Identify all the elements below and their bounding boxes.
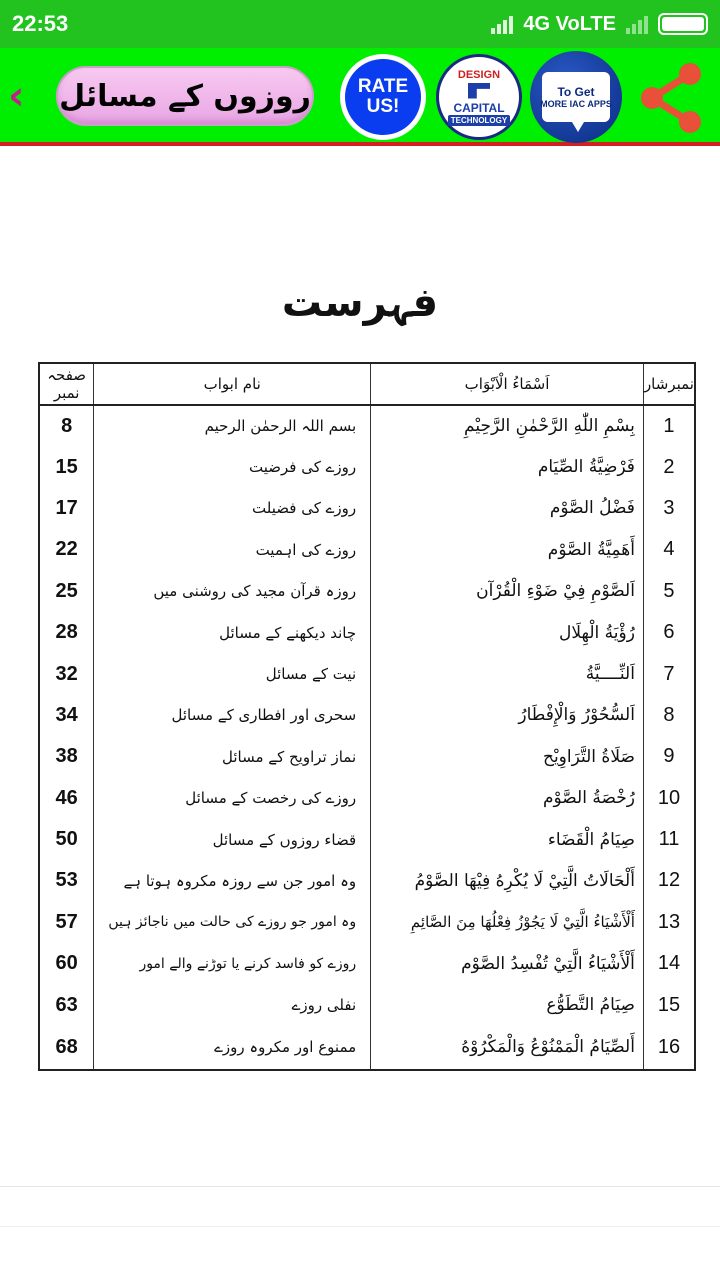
battery-fill (662, 17, 704, 31)
serial-number: 13 (643, 902, 695, 943)
chapter-arabic: صِيَامُ التَّطَوُّع (371, 984, 644, 1025)
table-body (39, 405, 695, 1070)
table-row[interactable] (39, 571, 695, 612)
chapter-arabic: رُؤْيَةُ الْهِلَال (371, 612, 644, 653)
table-row[interactable] (39, 695, 695, 736)
network-label: 4G VoLTE (523, 12, 616, 35)
chapter-arabic: صَلَاةُ التَّرَاوِيْح (371, 736, 644, 777)
header-arabic: اَسْمَاءُ الْاَبْوَاب (371, 363, 644, 405)
serial-number: 3 (643, 488, 695, 529)
header-page: صفحہ نمبر (39, 363, 94, 405)
app-bar (0, 48, 720, 146)
technology-label: TECHNOLOGY (448, 115, 510, 126)
chapter-arabic: فَضْلُ الصَّوْم (371, 488, 644, 529)
page-number: 22 (39, 529, 94, 570)
us-label: US! (366, 96, 400, 117)
serial-number: 6 (643, 612, 695, 653)
chapter-arabic: فَرْضِيَّةُ الصِّيَام (371, 446, 644, 487)
chapter-urdu: نیت کے مسائل (94, 653, 371, 694)
serial-number: 14 (643, 943, 695, 984)
page-number: 17 (39, 488, 94, 529)
page-number: 28 (39, 612, 94, 653)
chapter-arabic: أَهَمِيَّةُ الصَّوْم (371, 529, 644, 570)
page-number: 34 (39, 695, 94, 736)
serial-number: 11 (643, 819, 695, 860)
status-indicators (491, 13, 708, 36)
page-number: 63 (39, 984, 94, 1025)
serial-number: 5 (643, 571, 695, 612)
divider (0, 1226, 720, 1227)
chapter-urdu: ممنوع اور مکروہ روزے (94, 1026, 371, 1070)
table-row[interactable] (39, 860, 695, 901)
rate-us-badge (345, 59, 421, 135)
chapter-arabic: صِيَامُ الْقَضَاء (371, 819, 644, 860)
chapter-urdu: قضاء روزوں کے مسائل (94, 819, 371, 860)
chapter-urdu: وہ امور جو روزے کی حالت میں ناجائز ہیں (94, 902, 371, 943)
page-number: 32 (39, 653, 94, 694)
chapter-urdu: سحری اور افطاری کے مسائل (94, 695, 371, 736)
page-number: 25 (39, 571, 94, 612)
page-number: 38 (39, 736, 94, 777)
chapter-urdu: وہ امور جن سے روزہ مکروہ ہوتا ہے (94, 860, 371, 901)
chapter-urdu: روزے کو فاسد کرنے یا توڑنے والے امور (94, 943, 371, 984)
chapter-urdu: نماز تراویح کے مسائل (94, 736, 371, 777)
more-apps-button[interactable] (530, 51, 622, 143)
content-page[interactable] (0, 150, 720, 1280)
page-number: 68 (39, 1026, 94, 1070)
chapter-arabic: أَلصِّيَامُ الْمَمْنُوْعُ وَالْمَكْرُوْهُ (371, 1026, 644, 1070)
page-number: 60 (39, 943, 94, 984)
table-of-contents (38, 362, 696, 1071)
serial-number: 10 (643, 778, 695, 819)
chapter-arabic: رُخْصَةُ الصَّوْم (371, 778, 644, 819)
app-title: روزوں کے مسائل (59, 78, 311, 114)
chevron-left-icon[interactable]: ‹ (8, 73, 25, 119)
chapter-urdu: بسم اللہ الرحمٰن الرحیم (94, 405, 371, 446)
serial-number: 8 (643, 695, 695, 736)
rate-us-button[interactable] (340, 54, 426, 140)
table-header-row (39, 363, 695, 405)
design-capital-logo (448, 69, 510, 126)
chapter-urdu: روزے کی رخصت کے مسائل (94, 778, 371, 819)
serial-number: 9 (643, 736, 695, 777)
table-row[interactable] (39, 943, 695, 984)
table-row[interactable] (39, 1026, 695, 1070)
chapter-urdu: روزہ قرآن مجید کی روشنی میں (94, 571, 371, 612)
serial-number: 1 (643, 405, 695, 446)
table-row[interactable] (39, 529, 695, 570)
chapter-arabic: اَلنِّــــيَّةُ (371, 653, 644, 694)
chapter-arabic: اَلصَّوْمِ فِيْ ضَوْءِ الْقُرْآن (371, 571, 644, 612)
logo-mark-icon (468, 83, 490, 99)
table-row[interactable] (39, 736, 695, 777)
serial-number: 15 (643, 984, 695, 1025)
page-title: فہرست (281, 280, 439, 326)
serial-number: 4 (643, 529, 695, 570)
status-time: 22:53 (12, 11, 69, 36)
page-number: 57 (39, 902, 94, 943)
speech-bubble-icon (542, 72, 610, 122)
chapter-arabic: أَلْحَالَاتُ الَّتِيْ لَا يُكْرِهُ فِيْهَا الصَّوْمُ (371, 860, 644, 901)
to-get-label: To Get (557, 85, 595, 99)
chapter-urdu: نفلی روزے (94, 984, 371, 1025)
table-row[interactable] (39, 819, 695, 860)
serial-number: 16 (643, 1026, 695, 1070)
serial-number: 12 (643, 860, 695, 901)
table-row[interactable] (39, 488, 695, 529)
chapter-urdu: روزے کی فضیلت (94, 488, 371, 529)
header-urdu: نام ابواب (94, 363, 371, 405)
table-row[interactable] (39, 902, 695, 943)
design-label: DESIGN (457, 68, 501, 81)
signal-icon (491, 14, 513, 34)
chapter-arabic: بِسْمِ اللّٰهِ الرَّحْمٰنِ الرَّحِيْمِ (371, 405, 644, 446)
chapter-urdu: روزے کی اہمیت (94, 529, 371, 570)
signal-icon-2 (626, 14, 648, 34)
design-capital-button[interactable] (436, 54, 522, 140)
share-icon[interactable] (636, 60, 708, 136)
page-number: 46 (39, 778, 94, 819)
capital-label: CAPITAL (453, 100, 505, 115)
table-row[interactable] (39, 778, 695, 819)
battery-icon (658, 13, 708, 35)
table-row[interactable] (39, 446, 695, 487)
page-number: 53 (39, 860, 94, 901)
page-number: 50 (39, 819, 94, 860)
rate-label: RATE (357, 76, 409, 97)
chapter-arabic: اَلسُّحُوْرُ وَالْإِفْطَارُ (371, 695, 644, 736)
chapter-arabic: أَلْأَشْيَاءُ الَّتِيْ تُفْسِدُ الصَّوْم (371, 943, 644, 984)
chapter-urdu: چاند دیکھنے کے مسائل (94, 612, 371, 653)
header-serial: نمبرشار (643, 363, 695, 405)
serial-number: 2 (643, 446, 695, 487)
table-row[interactable] (39, 984, 695, 1025)
page-number: 15 (39, 446, 94, 487)
divider (0, 1186, 720, 1187)
chapter-arabic: أَلْأَشْيَاءُ الَّتِيْ لَا يَجُوْزُ فِعْلُهَا مِنَ الصَّائِمِ (371, 902, 644, 943)
serial-number: 7 (643, 653, 695, 694)
app-title-pill (56, 66, 314, 126)
table-row[interactable] (39, 612, 695, 653)
table-row[interactable] (39, 405, 695, 446)
table-row[interactable] (39, 653, 695, 694)
more-apps-label: MORE IAC APPS (540, 99, 612, 109)
chapter-urdu: روزے کی فرضیت (94, 446, 371, 487)
page-number: 8 (39, 405, 94, 446)
status-bar (0, 0, 720, 48)
